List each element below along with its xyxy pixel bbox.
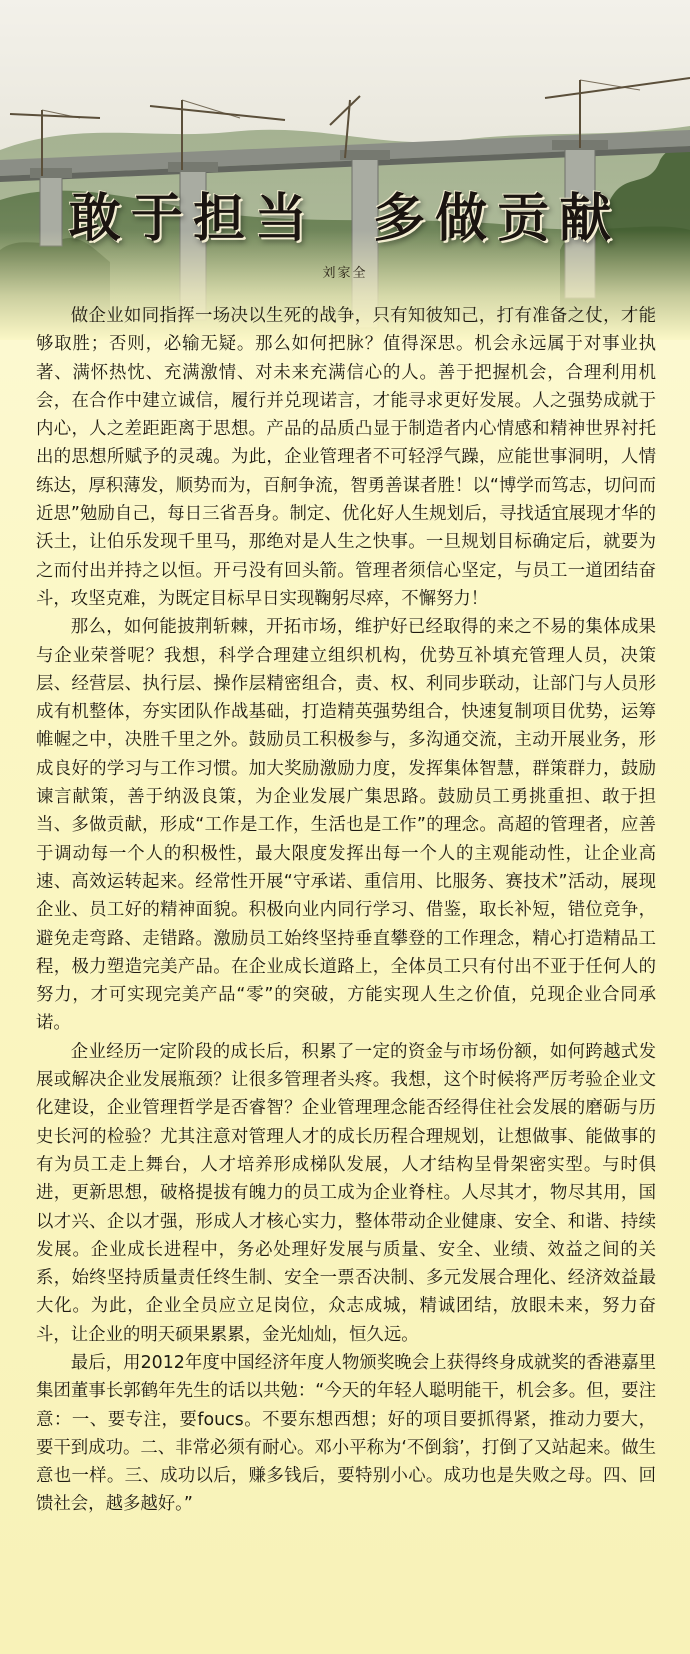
paragraph: 那么，如何能披荆斩棘，开拓市场，维护好已经取得的来之不易的集体成果与企业荣誉呢？我想，科学合理建立组织机构，优势互补填充管理人员，决策层、经营层、执行层、操作层精密组合，责、权、利同步联动，让部门与人员形成有机整体，夯实团队作战基础，打造精英强势组合，快速复制项目优势，运筹帷幄之中，决胜千里之外。鼓励员工积极参与，多沟通交流，主动开展业务，形成良好的学习与工作习惯。加大奖励激励力度，发挥集体智慧，群策群力，鼓励谏言献策，善于纳汲良策，为企业发展广集思路。鼓励员工勇挑重担、敢于担当、多做贡献，形成“工作是工作，生活也是工作”的理念。高超的管理者，应善于调动每一个人的积极性，最大限度发挥出每一个人的主观能动性，让企业高速、高效运转起来。经常性开展“守承诺、重信用、比服务、赛技术”活动，展现企业、员工好的精神面貌。积极向业内同行学习、借鉴，取长补短，错位竞争，避免走弯路、走错路。激励员工始终坚持垂直攀登的工作理念，精心打造精品工程，极力塑造完美产品。在企业成长道路上，全体员工只有付出不亚于任何人的努力，才可实现完美产品“零”的突破，方能实现人生之价值，兑现企业合同承诺。	[36, 617, 656, 1034]
article-body	[36, 302, 656, 1519]
bridge-construction-photo	[0, 0, 690, 340]
author-name: 刘家全	[322, 266, 368, 281]
header-banner	[0, 0, 690, 340]
paragraph: 做企业如同指挥一场决以生死的战争，只有知彼知己，打有准备之仗，才能够取胜；否则，必输无疑。那么如何把脉？值得深思。机会永远属于对事业执著、满怀热忱、充满激情、对未来充满信心的人。善于把握机会，合理利用机会，在合作中建立诚信，履行并兑现诺言，才能寻求更好发展。人之强势成就于内心，人之差距距离于思想。产品的品质凸显于制造者内心情感和精神世界衬托出的思想所赋予的灵魂。为此，企业管理者不可轻浮气躁，应能世事洞明，人情练达，厚积薄发，顺势而为，百舸争流，智勇善谋者胜！以“博学而笃志，切问而近思”勉励自己，每日三省吾身。制定、优化好人生规划后，寻找适宜展现才华的沃土，让伯乐发现千里马，那绝对是人生之快事。一旦规划目标确定后，就要为之而付出并持之以恒。开弓没有回头箭。管理者须信心坚定，与员工一道团结奋斗，攻坚克难，为既定目标早日实现鞠躬尽瘁，不懈努力！	[36, 306, 656, 609]
paragraph: 最后，用2012年度中国经济年度人物颁奖晚会上获得终身成就奖的香港嘉里集团董事长郭鹤年先生的话以共勉：“今天的年轻人聪明能干，机会多。但，要注意：一、要专注，要foucs。不要东想西想；好的项目要抓得紧，推动力要大，要干到成功。二、非常必须有耐心。邓小平称为‘不倒翁’，打倒了又站起来。做生意也一样。三、成功以后，赚多钱后，要特别小心。成功也是失败之母。四、回馈社会，越多越好。”	[36, 1352, 656, 1515]
paragraph: 企业经历一定阶段的成长后，积累了一定的资金与市场份额，如何跨越式发展或解决企业发展瓶颈？让很多管理者头疼。我想，这个时候将严厉考验企业文化建设，企业管理哲学是否睿智？企业管理理念能否经得住社会发展的磨砺与历史长河的检验？尤其注意对管理人才的成长历程合理规划，让想做事、能做事的有为员工走上舞台，人才培养形成梯队发展，人才结构呈骨架密实型。与时俱进，更新思想，破格提拔有魄力的员工成为企业脊柱。人尽其才，物尽其用，国以才兴、企以才强，形成人才核心实力，整体带动企业健康、安全、和谐、持续发展。企业成长进程中，务必处理好发展与质量、安全、业绩、效益之间的关系，始终坚持质量责任终生制、安全一票否决制、多元发展合理化、经济效益最大化。为此，企业全员应立足岗位，众志成城，精诚团结，放眼未来，努力奋斗，让企业的明天硕果累累，金光灿灿，恒久远。	[36, 1041, 656, 1345]
article-title: 敢于担当 多做贡献	[68, 188, 622, 249]
